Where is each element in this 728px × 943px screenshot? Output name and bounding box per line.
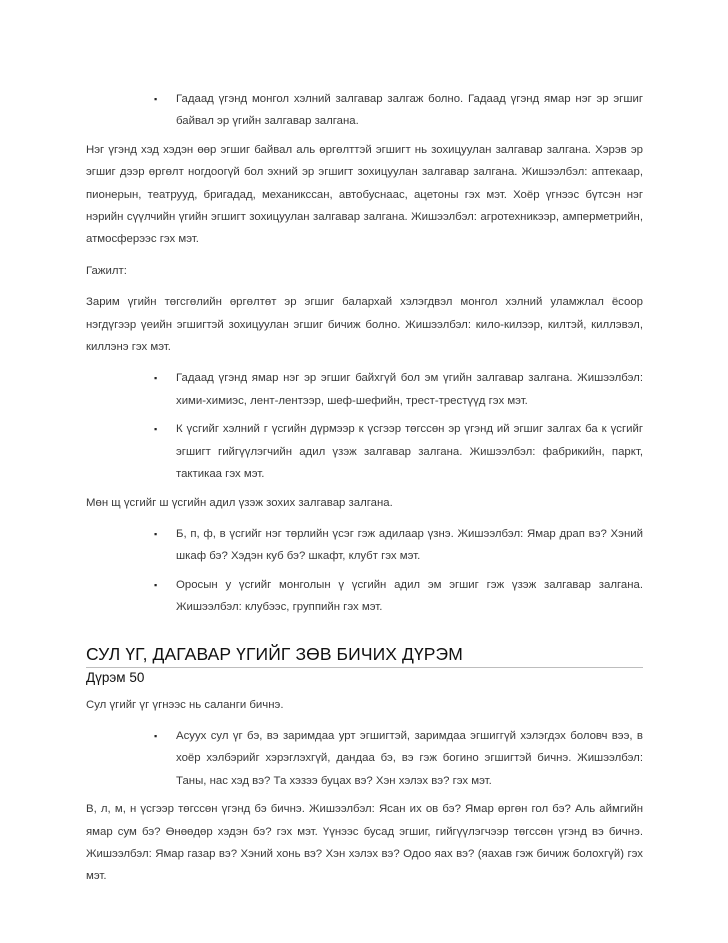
bullet-text: Гадаад үгэнд ямар нэг эр эгшиг байхгүй бол эм үгийн залгавар залгана. Жишээлбэл: хими-химиэс, лент-лентээр, шеф-шефийн, трест-трестүүд гэх мэт.	[176, 372, 643, 407]
paragraph: Зарим үгийн төгсгөлийн өргөлтөт эр эгшиг балархай хэлэгдвэл монгол хэлний уламжлал ёсоор нэгдүгээр үеийн эгшигтэй зохицуулан эгшиг бичиж болно. Жишээлбэл: кило-килээр, килтэй, киллэвэл, киллэнэ гэх мэт.	[86, 296, 643, 354]
bullet-marker-icon: ▪	[154, 730, 158, 741]
paragraph: Мөн щ үсгийг ш үсгийн адил үзэж зохих залгавар залгана.	[86, 496, 393, 509]
bullet-item	[86, 725, 643, 792]
document-page	[86, 88, 643, 888]
bullet-marker-icon: ▪	[154, 424, 158, 435]
bullet-item	[86, 523, 643, 568]
bullet-text: Гадаад үгэнд монгол хэлний залгавар залгаж болно. Гадаад үгэнд ямар нэг эр эгшиг байвал эр үгийн залгавар залгана.	[176, 93, 643, 128]
bullet-item	[86, 367, 643, 412]
bullet-item	[86, 574, 643, 619]
bullet-item	[86, 418, 643, 485]
paragraph: Сул үгийг үг үгнээс нь саланги бичнэ.	[86, 698, 284, 711]
bullet-text: Оросын у үсгийг монголын ү үсгийн адил эм эгшиг гэж үзэж залгавар залгана. Жишээлбэл: клубээс, группийн гэх мэт.	[176, 578, 643, 614]
paragraph-label: Гажилт:	[86, 264, 127, 277]
bullet-text: К үсгийг хэлний г үсгийн дүрмээр к үсгээр төгссөн эр үгэнд ий эгшиг залгах ба к үсгийг эгшигт гийгүүлэгчийн адил үзэж залгавар залгана. Жишээлбэл: фабрикийн, паркт, тактикаа гэх мэт.	[176, 423, 643, 481]
paragraph: В, л, м, н үсгээр төгссөн үгэнд бэ бичнэ. Жишээлбэл: Ясан их ов бэ? Ямар өргөн гол бэ? Аль аймгийн ямар сум бэ? Өнөөдөр хэдэн бэ? гэх мэт. Үүнээс бусад эгшиг, гийгүүлэгчээр төгссөн үгэнд вэ бичнэ. Жишээлбэл: Ямар газар вэ? Хэний хонь вэ? Хэн хэлэх вэ? Одоо яах вэ? (яахав гэж бичиж болохгүй) гэх мэт.	[86, 803, 643, 883]
rule-title: Дүрэм 50	[86, 669, 145, 685]
section-heading: СУЛ ҮГ, ДАГАВАР ҮГИЙГ ЗӨВ БИЧИХ ДҮРЭМ	[86, 643, 463, 664]
bullet-item	[86, 88, 643, 133]
bullet-text: Б, п, ф, в үсгийг нэг төрлийн үсэг гэж адилаар үзнэ. Жишээлбэл: Ямар драп вэ? Хэний шкаф бэ? Хэдэн куб бэ? шкафт, клубт гэх мэт.	[176, 527, 643, 563]
bullet-marker-icon: ▪	[154, 528, 158, 539]
paragraph: Нэг үгэнд хэд хэдэн өөр эгшиг байвал аль өргөлттэй эгшигт нь зохицуулан залгавар залгана. Хэрэв эр эгшиг дээр өргөлт ногдоогүй бол эхний эр эгшигт зохицуулан залгавар залгана. Жишээлбэл: аптекаар, пионерын, театрууд, бригадад, механикссан, автобуснаас, ацетоны гэх мэт. Хоёр үгнээс бүтсэн нэг нэрийн сүүлчийн үгийн эгшигт зохицуулан залгавар залгана. Жишээлбэл: агротехникээр, амперметрийн, атмосферээс гэх мэт.	[86, 143, 643, 246]
bullet-marker-icon: ▪	[154, 579, 158, 590]
bullet-marker-icon: ▪	[154, 373, 158, 384]
bullet-marker-icon: ▪	[154, 94, 158, 104]
bullet-text: Асуух сул үг бэ, вэ заримдаа урт эгшигтэй, заримдаа эгшиггүй хэлэгдэх боловч вээ, в хоёр хэлбэрийг хэрэглэхгүй, дандаа бэ, вэ гэж богино эгшигтэй бичнэ. Жишээлбэл: Таны, нас хэд вэ? Та хэзээ буцах вэ? Хэн хэлэх вэ? гэх мэт.	[176, 729, 643, 787]
